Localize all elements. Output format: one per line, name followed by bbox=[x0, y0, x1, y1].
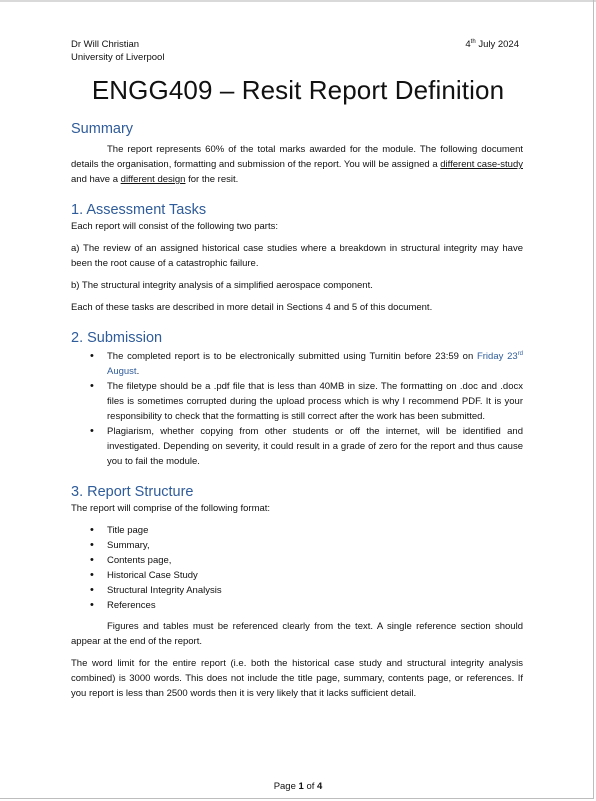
deadline-date-suffix: rd bbox=[517, 350, 523, 357]
underlined-design: different design bbox=[120, 174, 186, 185]
deadline-date-b: August bbox=[107, 366, 137, 377]
underlined-case-study: different case-study bbox=[440, 159, 523, 170]
page-current: 1 bbox=[298, 781, 304, 792]
structure-paragraph-word-limit: The word limit for the entire report (i.e. both the historical case study and structural integrity analysis combined) is 3000 words. This does not include the title page, summary, contents page, or references. If you report is less than 2500 words then it is very likely that it lacks sufficient detail. bbox=[71, 658, 523, 699]
list-item bbox=[90, 349, 523, 379]
list-item: • Plagiarism, whether copying from other students or off the internet, will be identified and investigated. Depending on severity, it could result in a grade of zero for the report and thus cause you to fail the module. bbox=[90, 424, 523, 469]
document-body bbox=[71, 120, 523, 701]
summary-text-a: The report represents 60% of the total marks awarded for the module. The following document details the organisation, formatting and submission of the report. You will be assigned a bbox=[71, 144, 523, 170]
list-item: • The filetype should be a .pdf file that is less than 40MB in size. The formatting on .doc and .docx files is sometimes corrupted during the upload process which is why I recommend PDF. It is your responsibility to check that the formatting is still correct after the work has been submitted. bbox=[90, 379, 523, 424]
assessment-heading: 1. Assessment Tasks bbox=[71, 202, 207, 218]
page-total: 4 bbox=[317, 781, 323, 792]
list-item: • Summary, bbox=[90, 538, 523, 553]
structure-paragraph-figures: Figures and tables must be referenced clearly from the text. A single reference section should appear at the end of the report. bbox=[71, 621, 523, 647]
submission-deadline-text: The completed report is to be electronically submitted using Turnitin before 23:59 on bbox=[107, 351, 477, 362]
page-number bbox=[0, 781, 596, 792]
submission-list bbox=[71, 349, 523, 469]
assessment-part-a: a) The review of an assigned historical case studies where a breakdown in structural integrity may have been the root cause of a catastrophic failure. bbox=[71, 243, 523, 269]
list-item: • Title page bbox=[90, 523, 523, 538]
page-of-label: of bbox=[303, 781, 318, 792]
author-block bbox=[71, 38, 164, 64]
date-day: 4 bbox=[465, 39, 471, 50]
summary-text-b: and have a bbox=[71, 174, 121, 185]
summary-heading: Summary bbox=[71, 121, 134, 137]
structure-list bbox=[71, 523, 523, 613]
deadline-date-a: Friday 23 bbox=[476, 351, 518, 362]
assessment-part-b: b) The structural integrity analysis of a simplified aerospace component. bbox=[71, 280, 373, 291]
list-item: • Structural Integrity Analysis bbox=[90, 583, 523, 598]
structure-intro: The report will comprise of the following format: bbox=[71, 503, 271, 514]
submission-heading: 2. Submission bbox=[71, 330, 163, 346]
summary-paragraph bbox=[71, 142, 523, 187]
date-suffix: th bbox=[470, 38, 476, 45]
page-label: Page bbox=[273, 781, 299, 792]
date-rest: July 2024 bbox=[475, 39, 519, 50]
assessment-intro: Each report will consist of the following two parts: bbox=[71, 221, 278, 232]
document-date bbox=[465, 38, 519, 51]
list-item: • Contents page, bbox=[90, 553, 523, 568]
summary-text-c: for the resit. bbox=[185, 174, 239, 185]
assessment-note: Each of these tasks are described in more detail in Sections 4 and 5 of this document. bbox=[71, 302, 433, 313]
deadline-end: . bbox=[136, 366, 140, 377]
structure-heading: 3. Report Structure bbox=[71, 484, 194, 500]
author-name: Dr Will Christian bbox=[71, 39, 140, 50]
document-title: ENGG409 – Resit Report Definition bbox=[91, 75, 505, 105]
author-institution: University of Liverpool bbox=[71, 52, 165, 63]
list-item: • Historical Case Study bbox=[90, 568, 523, 583]
list-item: • References bbox=[90, 598, 523, 613]
